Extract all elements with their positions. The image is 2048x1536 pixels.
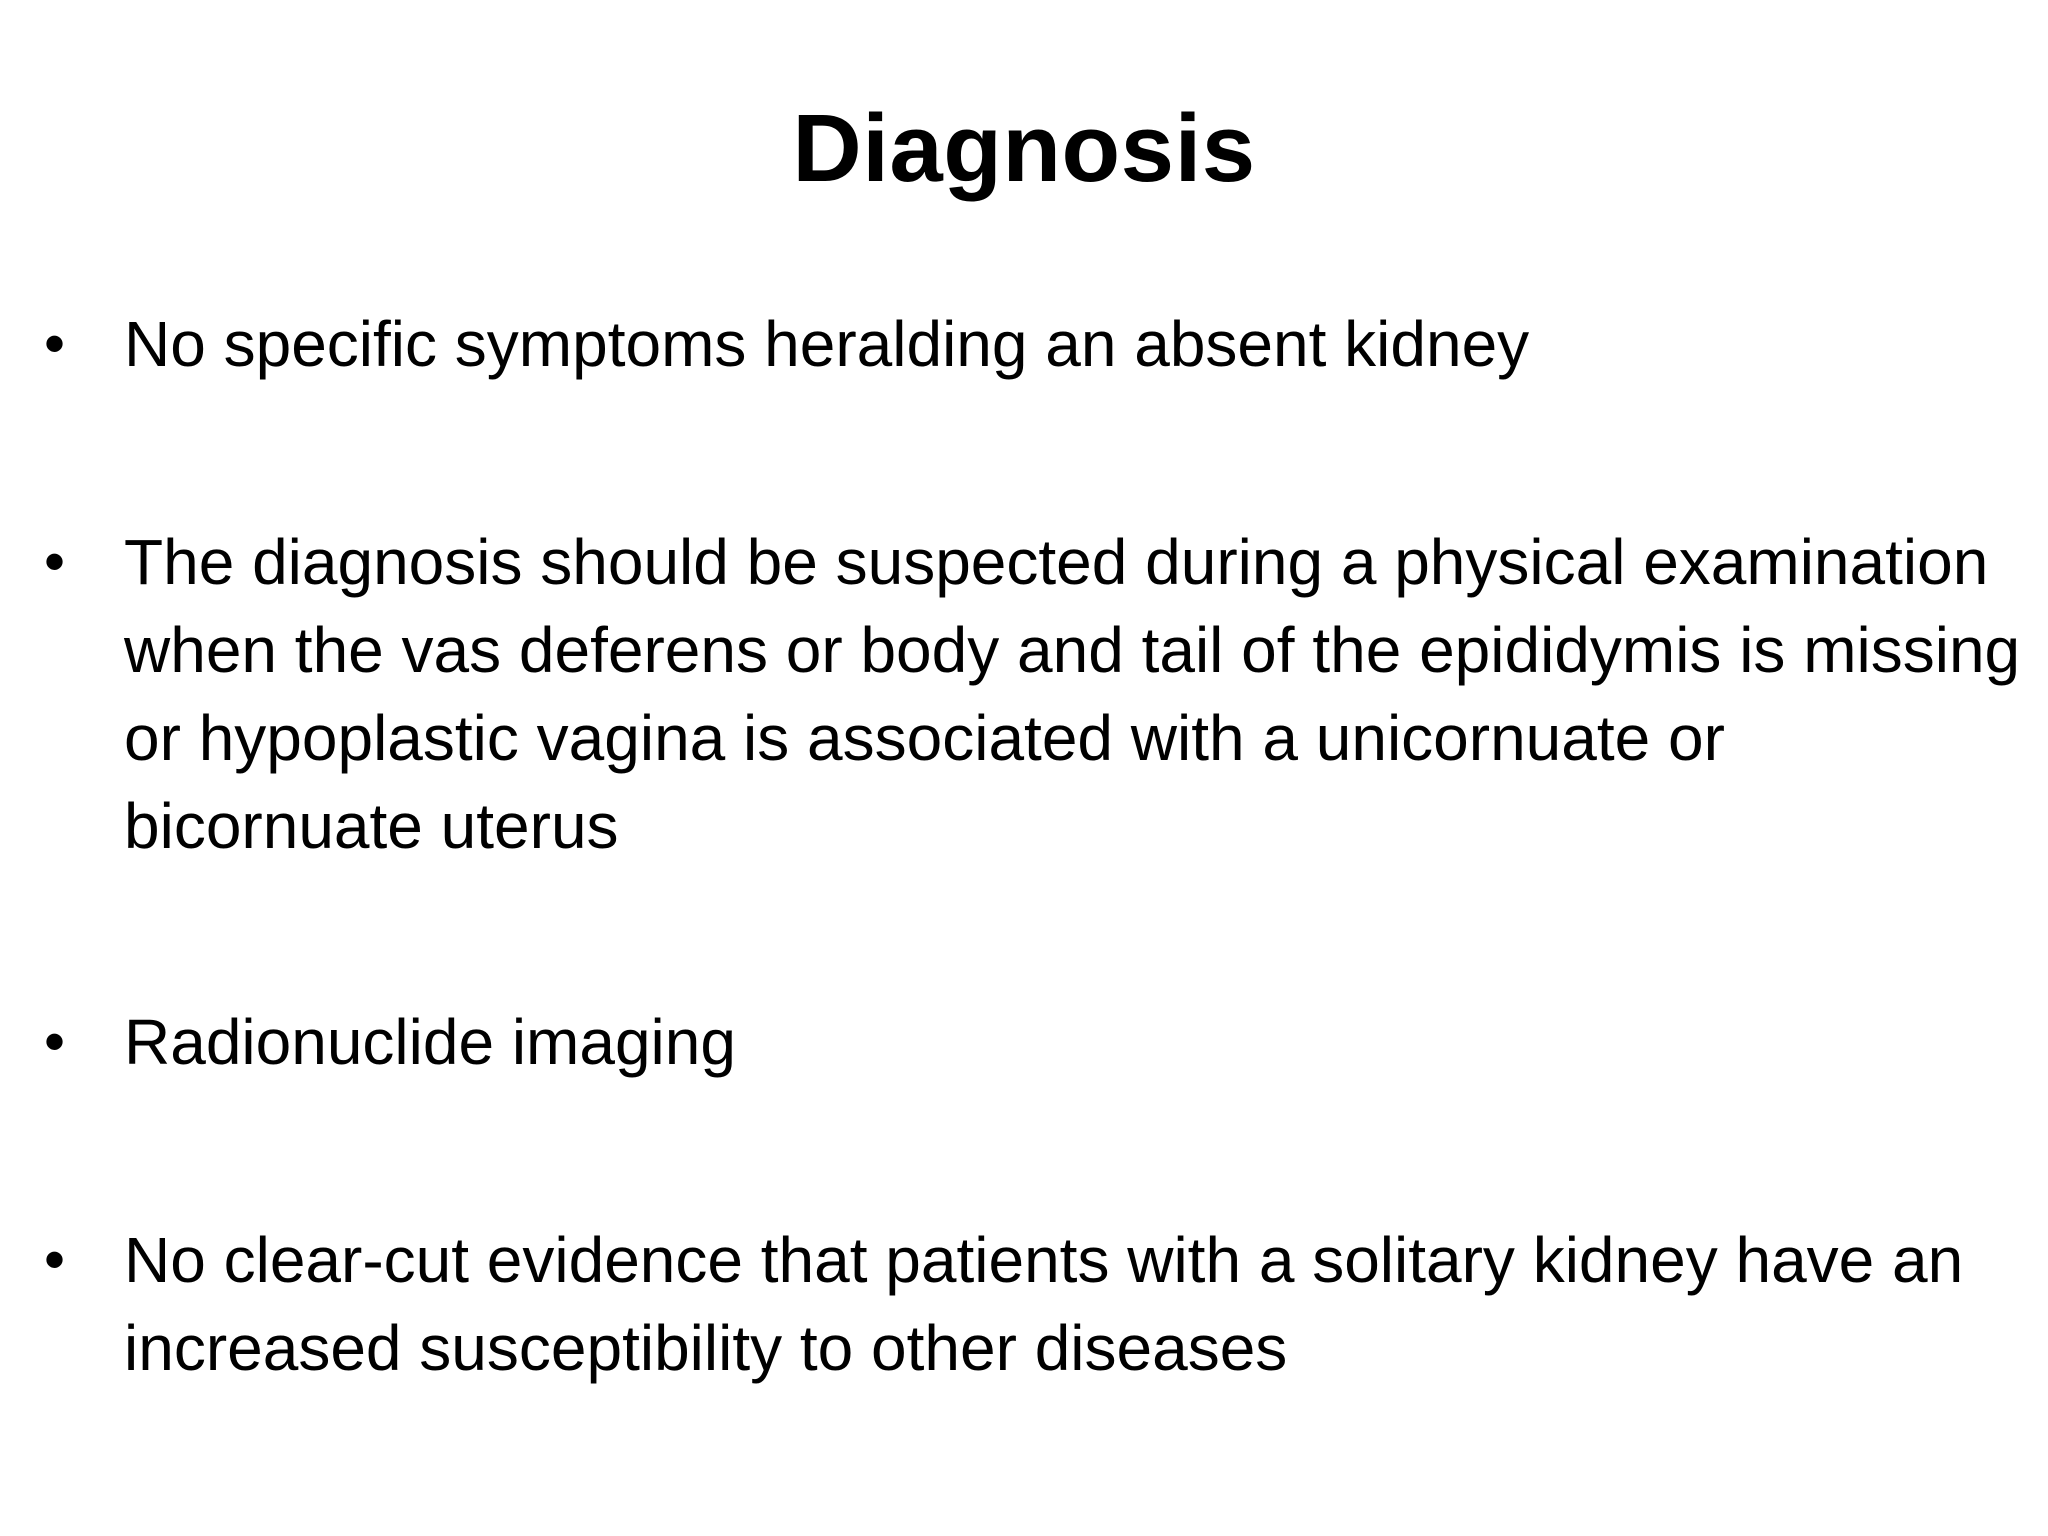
bullet-text: The diagnosis should be suspected during a physical examination when the vas deferens or body and tail of the epididymis is missing or hypoplastic vagina is associated with a unicornuate or bicornuate uterus [124,526,2021,862]
bullet-item [44,1216,2024,1392]
bullet-marker: • [44,1226,66,1293]
slide-title: Diagnosis [792,95,1256,202]
bullet-item [44,998,2024,1086]
bullet-item [44,518,2024,870]
bullet-text: Radionuclide imaging [124,1006,736,1078]
bullet-marker: • [44,528,66,595]
bullet-marker: • [44,1008,66,1075]
bullet-marker: • [44,310,66,377]
bullet-text: No clear-cut evidence that patients with a solitary kidney have an increased susceptibility to other diseases [124,1224,1964,1384]
bullet-text: No specific symptoms heralding an absent kidney [124,308,1530,380]
bullet-item [44,300,2024,388]
